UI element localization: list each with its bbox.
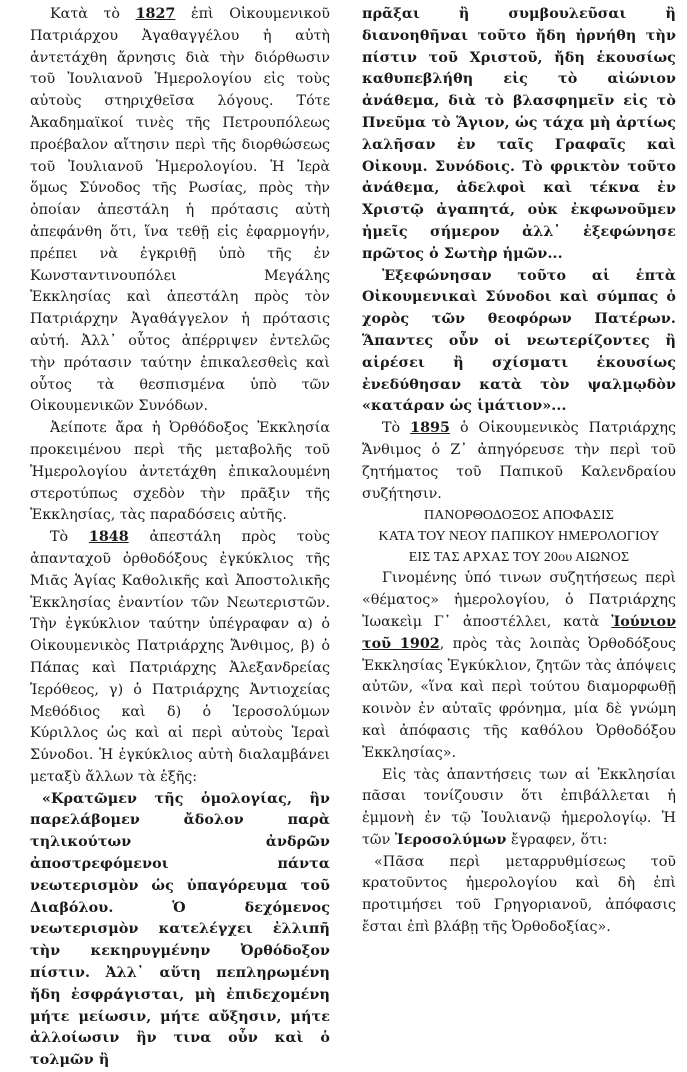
text: Γινομένης ὑπό τινων συζητήσεως περὶ «θέματος» ἡμερολογίου, ὁ Πατριάρχης Ἰωακεὶμ Γ᾽ ἀποστέλλει, κατὰ: [362, 570, 676, 630]
paragraph-1902: [362, 568, 676, 764]
encyclical-quote: «Κρατῶμεν τῆς ὁμολογίας, ἣν παρελάβομεν ἄδολον παρὰ τηλικούτων ἀνδρῶν ἀποστρεφόμενοι πάντα νεωτερισμὸν ὡς ὑπαγόρευμα τοῦ Διαβόλου. Ὁ δεχόμενος νεωτερισμὸν κατελέγχει ἐλλιπῆ τὴν κεκηρυγμένην Ὀρθόδοξον πίστιν. Ἀλλ᾽ αὕτη πεπληρωμένη ἤδη ἐσφράγισται, μὴ ἐπιδεχομένη μήτε μείωσιν, μήτε αὔξησιν, μήτε ἀλλοίωσιν ἣν τινα οὖν καὶ ὁ τολμῶν ἢ: [30, 790, 330, 1069]
paragraph-replies: [362, 765, 676, 852]
text: ὁ Οἰκουμενικὸς Πατριάρχης Ἄνθιμος ὁ Ζ᾽ ἀπηγόρευσε τὴν περὶ τοῦ ζητήματος τοῦ Παπικοῦ Καλενδραίου συζήτησιν.: [362, 420, 676, 502]
encyclical-quote-continued: πρᾶξαι ἢ συμβουλεῦσαι ἢ διανοηθῆναι τοῦτο ἤδη ἠρνήθη τὴν πίστιν τοῦ Χριστοῦ, ἤδη ἑκουσίως καθυπεβλήθη εἰς τὸ αἰώνιον ἀνάθεμα, διὰ τὸ βλασφημεῖν εἰς τὸ Πνεῦμα τὸ Ἅγιον, ὡς τάχα μὴ ἀρτίως λαλῆσαν ἐν ταῖς Γραφαῖς καὶ Οἰκουμ. Συνόδοις. Τὸ φρικτὸν τοῦτο ἀνάθεμα, ἀδελφοὶ καὶ τέκνα ἐν Χριστῷ ἀγαπητά, οὐκ ἐκφωνοῦμεν ἡμεῖς σήμερον ἀλλ᾽ ἐξεφώνησε πρῶτος ὁ Σωτὴρ ἡμῶν...: [362, 6, 676, 262]
text: Εἰς τὰς ἀπαντήσεις των αἱ Ἐκκλησίαι πᾶσαι τονίζουσιν ὅτι ἐπιβάλλεται ἡ ἐμμονὴ ἐν τῷ Ἰουλιανῷ ἡμερολογίῳ. Ἡ τῶν: [362, 766, 676, 848]
year-1827: 1827: [135, 6, 176, 22]
year-1848: 1848: [88, 529, 129, 546]
paragraph-1895: [362, 418, 676, 505]
right-column: [362, 4, 676, 939]
paragraph-1848: [30, 527, 330, 789]
date-june-1902: Ἰούνιον τοῦ 1902: [362, 613, 676, 652]
paragraph-1827: [30, 4, 330, 418]
paragraph-conclusion: Ἀείποτε ἄρα ἡ Ὀρθόδοξος Ἐκκλησία προκειμένου περὶ τῆς μεταβολῆς τοῦ Ἡμερολογίου ἀντετάχθη ἐπικαλουμένη στεροτύπως σχεδὸν τὴν πρᾶξιν τῆς Ἐκκλησίας, τὰς παραδόσεις αὐτῆς.: [30, 420, 330, 524]
heading-line-3: ΕΙΣ ΤΑΣ ΑΡΧΑΣ ΤΟΥ 20ου ΑΙΩΝΟΣ: [408, 550, 630, 566]
jerusalem-quote: «Πᾶσα περὶ μεταρρυθμίσεως τοῦ κρατοῦντος ἡμερολογίου καὶ δὴ ἐπὶ προτιμήσει τοῦ Γρηγοριανοῦ, ἀπόφασις ἔσται ἐπὶ βλάβῃ τῆς Ὀρθοδοξίας».: [362, 853, 676, 936]
jerusalem-bold: Ἱεροσολύμων: [394, 831, 507, 848]
text: Τὸ: [50, 529, 89, 546]
text: ἀπεστάλη πρὸς τοὺς ἁπανταχοῦ ὀρθοδόξους ἐγκύκλιος τῆς Μιᾶς Ἁγίας Καθολικῆς καὶ Ἀποστολικῆς Ἐκκλησίας ἐναντίον τῶν Νεωτεριστῶν. Τὴν ἐγκύκλιον ταύτην ὑπέγραφαν α) ὁ Οἰκουμενικὸς Πατριάρχης Ἄνθιμος, β) ὁ Πάπας καὶ Πατριάρχης Ἀλεξανδρείας Ἱερόθεος, γ) ὁ Πατριάρχης Ἀντιοχείας Μεθόδιος καὶ δ) ὁ Ἱεροσολύμων Κύριλλος ὡς καὶ αἱ περὶ αὐτοὺς Ἱεραὶ Σύνοδοι. Ἡ ἐγκύκλιος αὐτὴ διαλαμβάνει μεταξὺ ἄλλων τὰ ἑξῆς:: [30, 529, 330, 785]
text: ἔγραφεν, ὅτι:: [506, 831, 608, 848]
left-column: [30, 4, 330, 1072]
section-heading: [362, 505, 676, 568]
heading-line-1: ΠΑΝΟΡΘΟΔΟΞΟΣ ΑΠΟΦΑΣΙΣ: [423, 508, 614, 524]
text: Κατὰ τὸ: [50, 6, 136, 22]
heading-line-2: ΚΑΤΑ ΤΟΥ ΝΕΟΥ ΠΑΠΙΚΟΥ ΗΜΕΡΟΛΟΓΙΟΥ: [378, 529, 660, 545]
encyclical-quote-synods: Ἐξεφώνησαν τοῦτο αἱ ἑπτὰ Οἰκουμενικαὶ Σύνοδοι καὶ σύμπας ὁ χορὸς τῶν θεοφόρων Πατέρων. Ἅπαντες οὖν οἱ νεωτερίζοντες ἢ αἱρέσει ἢ σχίσματι ἑκουσίως ἐνεδύθησαν κατὰ τὸν ψαλμῳδὸν «κατάραν ὡς ἱμάτιον»...: [362, 267, 676, 415]
text: Τὸ: [382, 420, 411, 437]
text: ἐπὶ Οἰκουμενικοῦ Πατριάρχου Ἀγαθαγγέλου ἡ αὐτὴ ἀντετάχθη ἄρνησις διὰ τὴν διόρθωσιν τοῦ Ἰουλιανοῦ Ἡμερολογίου εἰς τοὺς αὐτοὺς στηριχθεῖσα λόγους. Τότε Ἀκαδημαϊκοί τινὲς τῆς Πετρουπόλεως προέβαλον αἴτησιν περὶ τῆς διορθώσεως τοῦ Ἰουλιανοῦ Ἡμερολογίου. Ἡ Ἱερὰ ὅμως Σύνοδος τῆς Ρωσίας, πρὸς τὴν ὁποίαν ἀπεστάλη ἡ πρότασις αὐτὴ ἀπεφάνθη ὅτι, ἵνα τεθῇ εἰς ἐφαρμογήν, πρέπει νὰ ἐγκριθῇ ὑπὸ τῆς ἐν Κωνσταντινουπόλει Μεγάλης Ἐκκλησίας καὶ ἀπεστάλη πρὸς τὸν Πατριάρχην Ἀγαθάγγελον ἡ πρότασις αὐτή. Ἀλλ᾽ οὗτος ἀπέρριψεν ἐντελῶς τὴν πρότασιν ταύτην ἐπικαλεσθεὶς καὶ οὗτος τὰ θεσπισμένα ὑπὸ τῶν Οἰκουμενικῶν Συνόδων.: [30, 6, 330, 415]
year-1895: 1895: [410, 420, 450, 437]
text: , πρὸς τὰς λοιπὰς Ὀρθοδόξους Ἐκκλησίας Ἐγκύκλιον, ζητῶν τὰς ἀπόψεις αὐτῶν, «ἵνα καὶ περὶ τούτου διαμορφωθῇ κοινὸν ἐν αὐταῖς φρόνημα, μία δὲ γνώμη καὶ ἀπόφασις τῆς καθόλου Ὀρθοδόξου Ἐκκλησίας».: [362, 635, 676, 761]
